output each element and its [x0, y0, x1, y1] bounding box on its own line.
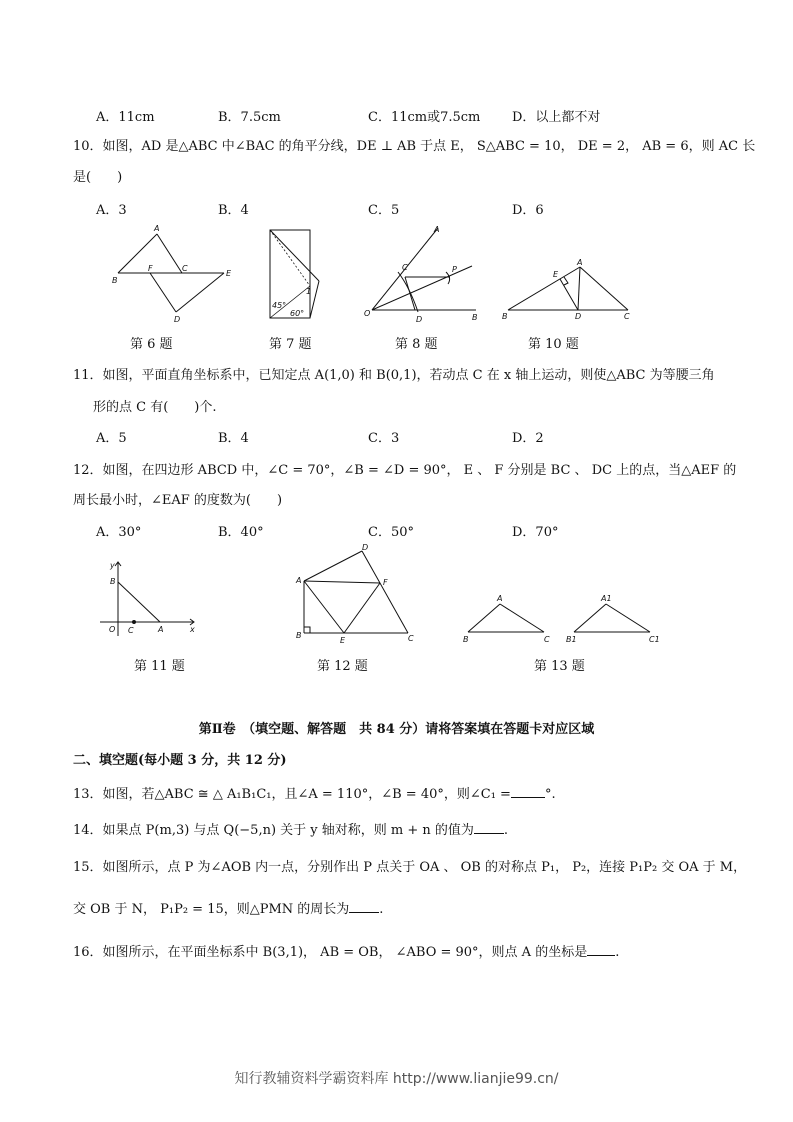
fig7-mark-1: 1 — [306, 287, 312, 296]
q11-option-a: A．5 — [96, 431, 127, 446]
q13-text: 13．如图，若△ABC ≅ △ A₁B₁C₁，且∠A = 110°，∠B = 40°，则∠C₁ = — [73, 787, 511, 802]
q14-answer-blank[interactable] — [474, 821, 504, 834]
q11-line1: 11．如图，平面直角坐标系中，已知定点 A(1,0) 和 B(0,1)，若动点 C 在 x 轴上运动，则使△ABC 为等腰三角 — [73, 368, 715, 383]
fig13-label-c: C — [544, 635, 550, 644]
fig8-label-o: O — [364, 309, 371, 318]
q12-line2: 周长最小时，∠EAF 的度数为( ) — [73, 493, 283, 508]
fig8-label-c: C — [402, 263, 408, 272]
q10-line1: 10．如图，AD 是△ABC 中∠BAC 的角平分线，DE ⊥ AB 于点 E， S△ABC = 10， DE = 2， AB = 6，则 AC 长 — [73, 139, 756, 154]
q14-tail: . — [503, 823, 509, 838]
q16 — [73, 941, 619, 960]
fig13-label-a1: A1 — [601, 594, 612, 603]
fig13-label-b: B — [463, 635, 469, 644]
q13-answer-blank[interactable] — [511, 785, 545, 798]
q11-line2: 形的点 C 有( )个. — [93, 400, 217, 415]
q10-option-b: B．4 — [218, 203, 249, 218]
fig12-label-c: C — [408, 634, 414, 643]
fig12-label-b: B — [296, 631, 302, 640]
fig11-label-x: x — [190, 625, 195, 634]
caption-fig11: 第 11 题 — [134, 659, 185, 674]
q9-option-c: C．11cm或7.5cm — [368, 110, 481, 125]
q13-tail: °. — [544, 787, 556, 802]
fig6-label-d: D — [174, 315, 181, 324]
q10-option-a: A．3 — [96, 203, 127, 218]
fig8-label-b: B — [472, 313, 478, 322]
caption-fig12: 第 12 题 — [317, 659, 368, 674]
fig12-label-f: F — [383, 578, 388, 587]
q15-line1: 15．如图所示，点 P 为∠AOB 内一点，分别作出 P 点关于 OA 、 OB 的对称点 P₁， P₂，连接 P₁P₂ 交 OA 于 M， — [73, 860, 747, 875]
q9-option-a: A．11cm — [96, 110, 155, 125]
fig12-label-a: A — [296, 576, 302, 585]
fig7-angle-60: 60° — [290, 309, 305, 318]
fig6-label-f: F — [148, 264, 153, 273]
q12-option-c: C．50° — [368, 525, 414, 540]
figure-6 — [110, 220, 235, 325]
fig8-label-d: D — [416, 315, 423, 324]
fig6-label-e: E — [226, 269, 232, 278]
fig10-label-a: A — [577, 258, 583, 267]
q12-option-d: D．70° — [512, 525, 559, 540]
fig12-label-e: E — [340, 636, 346, 645]
figure-7 — [262, 226, 332, 326]
fig13-label-c1: C1 — [649, 635, 660, 644]
fig6-label-a: A — [154, 224, 160, 233]
q12-option-b: B．40° — [218, 525, 264, 540]
fig13-label-a: A — [497, 594, 503, 603]
caption-fig7: 第 7 题 — [269, 337, 312, 352]
caption-fig13: 第 13 题 — [534, 659, 585, 674]
q13 — [73, 783, 556, 802]
fig11-label-o: O — [109, 625, 116, 634]
fig8-label-p: P — [452, 265, 457, 274]
fig6-label-c: C — [182, 264, 188, 273]
q14-text: 14．如果点 P(m,3) 与点 Q(−5,n) 关于 y 轴对称，则 m + n 的值为 — [73, 823, 474, 838]
q16-answer-blank[interactable] — [587, 943, 615, 956]
q10-option-d: D．6 — [512, 203, 544, 218]
q10-line2: 是( ) — [73, 170, 123, 185]
q12-line1: 12．如图，在四边形 ABCD 中，∠C = 70°，∠B = ∠D = 90°， E 、 F 分别是 BC 、 DC 上的点，当△AEF 的 — [73, 463, 737, 478]
figure-13 — [462, 590, 667, 645]
figure-12 — [292, 543, 417, 645]
fig7-angle-45: 45° — [272, 301, 287, 310]
q16-tail: . — [615, 945, 620, 960]
q11-option-c: C．3 — [368, 431, 400, 446]
fig8-label-a: A — [434, 225, 440, 234]
fig10-label-d: D — [575, 312, 582, 321]
figure-8 — [362, 222, 482, 327]
fig12-label-d: D — [362, 543, 369, 552]
caption-fig10: 第 10 题 — [528, 337, 579, 352]
section2-heading: 二、填空题(每小题 3 分，共 12 分) — [73, 753, 287, 768]
q15-line2 — [73, 898, 383, 917]
fig6-label-b: B — [112, 276, 118, 285]
q14 — [73, 819, 508, 838]
fig10-label-c: C — [624, 312, 630, 321]
fig11-label-a: A — [158, 625, 164, 634]
q15-text: 交 OB 于 N， P₁P₂ = 15，则△PMN 的周长为 — [73, 902, 350, 917]
fig11-label-b: B — [110, 577, 116, 586]
q10-option-c: C．5 — [368, 203, 400, 218]
q15-answer-blank[interactable] — [349, 900, 379, 913]
fig10-label-e: E — [553, 270, 559, 279]
caption-fig8: 第 8 题 — [395, 337, 438, 352]
q16-text: 16．如图所示，在平面坐标系中 B(3,1)， AB = OB， ∠ABO = 90°，则点 A 的坐标是 — [73, 945, 588, 960]
fig10-label-b: B — [502, 312, 508, 321]
section2-title: 第Ⅱ卷 （填空题、解答题 共 84 分）请将答案填在答题卡对应区域 — [198, 722, 595, 737]
q9-option-b: B．7.5cm — [218, 110, 281, 125]
caption-fig6: 第 6 题 — [130, 337, 173, 352]
q9-option-d: D．以上都不对 — [512, 110, 601, 125]
q15-tail: . — [379, 902, 384, 917]
fig11-label-c: C — [128, 626, 134, 635]
fig11-label-y: y — [110, 561, 115, 570]
fig13-label-b1: B1 — [566, 635, 577, 644]
q11-option-d: D．2 — [512, 431, 544, 446]
q11-option-b: B．4 — [218, 431, 249, 446]
figure-10 — [500, 255, 635, 325]
q12-option-a: A．30° — [96, 525, 142, 540]
figure-11 — [98, 558, 203, 640]
footer-watermark: 知行教辅资料学霸资料库 http://www.lianjie99.cn/ — [234, 1071, 559, 1087]
